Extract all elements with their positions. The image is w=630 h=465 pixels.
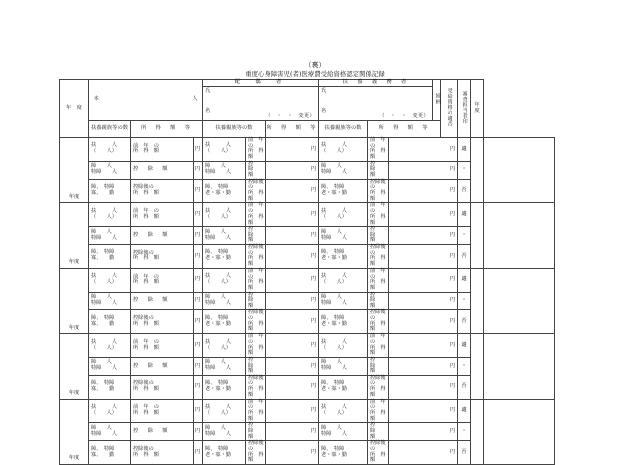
- honnin-zennen-label: 前 年 の 所 得 額: [131, 399, 194, 423]
- haigusha-koujo-label: 控 除 額: [246, 423, 266, 441]
- haigusha-mei-label: 名: [205, 108, 211, 114]
- gimusha-zennen-yen: 円: [389, 399, 458, 423]
- gimusha-fuyou-count-header: 扶養親族等の数: [319, 121, 368, 138]
- gimusha-change-date: （ ・ ・ 変更）: [379, 112, 430, 119]
- haigusha-fuyou-cell: 扶 人 （ 人）: [203, 268, 246, 292]
- gimusha-mei-label: 名: [321, 108, 327, 114]
- hi-mark: 否: [458, 244, 471, 268]
- haigusha-kafu-cell: 障、 特障 老・寡・勤: [203, 244, 246, 268]
- gimusha-shogai-cell: 障 人 特障 人: [319, 161, 368, 179]
- honnin-koujogo-yen: 円: [194, 375, 203, 399]
- haigusha-zennen-label: 前 年 の 所 得 額: [246, 399, 266, 423]
- gimusha-kafu-cell: 障、 特障 老・寡・勤: [319, 441, 368, 465]
- honnin-kafu-cell: 障、 特障 寡、 勤: [89, 375, 131, 399]
- teki-mark: 適: [458, 399, 471, 423]
- gimusha-koujo-yen: 円: [389, 423, 458, 441]
- gimusha-zennen-yen: 円: [389, 203, 458, 227]
- gimusha-kafu-cell: 障、 特障 老・寡・勤: [319, 310, 368, 334]
- haigusha-shogai-cell: 障 人 特障 人: [203, 292, 246, 310]
- haigusha-koujo-label: 控 除 額: [246, 161, 266, 179]
- dot-mark: ・: [458, 161, 471, 179]
- record-row-1: [60, 203, 555, 227]
- haigusha-koujo-yen: 円: [266, 161, 319, 179]
- haigusha-kafu-cell: 障、 特障 老・寡・勤: [203, 375, 246, 399]
- hi-mark: 否: [458, 310, 471, 334]
- haigusha-zennen-yen: 円: [266, 203, 319, 227]
- honnin-kafu-cell: 障、 特障 寡、 勤: [89, 441, 131, 465]
- honnin-shogai-cell: 障 人 特障 人: [89, 161, 131, 179]
- honnin-zennen-label: 前 年 の 所 得 額: [131, 334, 194, 358]
- gimusha-koujo-label: 控 除 額: [368, 161, 389, 179]
- gimusha-shogai-cell: 障 人 特障 人: [319, 227, 368, 245]
- honnin-fuyou-cell: 扶 人 （ 人）: [89, 399, 131, 423]
- haigusha-koujogo-label: 控除後の 所 得 額: [246, 244, 266, 268]
- gimusha-zennen-yen: 円: [389, 138, 458, 162]
- record-row-1: [60, 138, 555, 162]
- haigusha-zennen-yen: 円: [266, 268, 319, 292]
- record-nendo-4: 年度: [60, 334, 89, 399]
- honnin-shogai-cell: 障 人 特障 人: [89, 423, 131, 441]
- record-nendo-3: 年度: [60, 268, 89, 333]
- haigusha-kafu-cell: 障、 特障 老・寡・勤: [203, 441, 246, 465]
- honnin-koujo-yen: 円: [194, 358, 203, 376]
- teki-mark: 適: [458, 138, 471, 162]
- gimusha-koujo-label: 控 除 額: [368, 358, 389, 376]
- form-title: 重度心身障害児(者)医療費受給資格認定関係記録: [245, 71, 385, 78]
- haigusha-zennen-label: 前 年 の 所 得 額: [246, 334, 266, 358]
- gimusha-koujo-yen: 円: [389, 161, 458, 179]
- honnin-koujo-yen: 円: [194, 292, 203, 310]
- honnin-zennen-yen: 円: [194, 203, 203, 227]
- haigusha-koujogo-yen: 円: [266, 375, 319, 399]
- honnin-koujo-label: 控 除 額: [131, 161, 194, 179]
- haigusha-fuyou-cell: 扶 人 （ 人）: [203, 138, 246, 162]
- haigusha-koujogo-yen: 円: [266, 179, 319, 203]
- gimusha-koujogo-yen: 円: [389, 244, 458, 268]
- gimusha-koujo-label: 控 除 額: [368, 423, 389, 441]
- header-nendo-right: 年 度: [471, 80, 484, 138]
- record-nendo-5: 年度: [60, 399, 89, 464]
- haigusha-shogai-cell: 障 人 特障 人: [203, 161, 246, 179]
- gimusha-koujogo-label: 控除後の 所 得 額: [368, 244, 389, 268]
- gimusha-koujogo-label: 控除後の 所 得 額: [368, 179, 389, 203]
- dot-mark: ・: [458, 358, 471, 376]
- header-honnin: [89, 80, 203, 121]
- gimusha-zennen-label: 前 年 の 所 得 額: [368, 399, 389, 423]
- haigusha-koujo-label: 控 除 額: [246, 292, 266, 310]
- honnin-koujogo-label: 控除後の 所 得 額: [131, 179, 194, 203]
- honnin-fuyou-count-header: 扶養親族等の数: [89, 121, 131, 138]
- haigusha-koujogo-label: 控除後の 所 得 額: [246, 375, 266, 399]
- honnin-zennen-yen: 円: [194, 399, 203, 423]
- haigusha-shogai-cell: 障 人 特障 人: [203, 423, 246, 441]
- honnin-zennen-yen: 円: [194, 138, 203, 162]
- record-nendo-2: 年度: [60, 203, 89, 268]
- gimusha-fuyou-cell: 扶 人 （ 人）: [319, 334, 368, 358]
- gimusha-shi-label: 氏: [321, 88, 327, 94]
- haigusha-fuyou-count-header: 扶養親族等の数: [203, 121, 266, 138]
- haigusha-shogai-cell: 障 人 特障 人: [203, 227, 246, 245]
- gimusha-koujogo-label: 控除後の 所 得 額: [368, 375, 389, 399]
- honnin-zennen-yen: 円: [194, 268, 203, 292]
- haigusha-fuyou-cell: 扶 人 （ 人）: [203, 334, 246, 358]
- honnin-koujo-yen: 円: [194, 423, 203, 441]
- honnin-koujogo-label: 控除後の 所 得 額: [131, 244, 194, 268]
- honnin-shogai-cell: 障 人 特障 人: [89, 292, 131, 310]
- gimusha-koujogo-yen: 円: [389, 179, 458, 203]
- gimusha-koujogo-yen: 円: [389, 310, 458, 334]
- honnin-fuyou-cell: 扶 人 （ 人）: [89, 203, 131, 227]
- gimusha-koujogo-yen: 円: [389, 375, 458, 399]
- honnin-shogai-cell: 障 人 特障 人: [89, 358, 131, 376]
- honnin-zennen-label: 前 年 の 所 得 額: [131, 138, 194, 162]
- honnin-koujogo-yen: 円: [194, 244, 203, 268]
- gimusha-kafu-cell: 障、 特障 老・寡・勤: [319, 375, 368, 399]
- gimusha-fuyou-cell: 扶 人 （ 人）: [319, 203, 368, 227]
- header-nin: 人: [192, 96, 198, 103]
- header-haigusha: 配 偶 者: [203, 80, 319, 87]
- honnin-koujogo-yen: 円: [194, 441, 203, 465]
- dot-mark: ・: [458, 292, 471, 310]
- gimusha-kafu-cell: 障、 特障 老・寡・勤: [319, 244, 368, 268]
- teki-mark: 適: [458, 203, 471, 227]
- haigusha-koujogo-label: 控除後の 所 得 額: [246, 179, 266, 203]
- haigusha-zennen-label: 前 年 の 所 得 額: [246, 138, 266, 162]
- haigusha-zennen-label: 前 年 の 所 得 額: [246, 268, 266, 292]
- header-zokugara: 続柄: [433, 80, 441, 121]
- teki-mark: 適: [458, 268, 471, 292]
- haigusha-kafu-cell: 障、 特障 老・寡・勤: [203, 310, 246, 334]
- honnin-kafu-cell: 障、 特障 寡、 勤: [89, 179, 131, 203]
- haigusha-kafu-cell: 障、 特障 老・寡・勤: [203, 179, 246, 203]
- honnin-shotoku-header: 所 得 額 等: [131, 121, 203, 138]
- gimusha-zennen-yen: 円: [389, 268, 458, 292]
- hi-mark: 否: [458, 441, 471, 465]
- haigusha-koujo-yen: 円: [266, 358, 319, 376]
- haigusha-koujogo-yen: 円: [266, 441, 319, 465]
- haigusha-change-date: （ ・ ・ 変更）: [265, 112, 315, 119]
- header-fuyou-gimusha: 扶 養 義 務 者: [319, 80, 433, 87]
- header-shinsa-tantousha: 審査担当者印: [458, 80, 471, 138]
- haigusha-name-box: [203, 87, 319, 121]
- teki-mark: 適: [458, 334, 471, 358]
- haigusha-koujogo-yen: 円: [266, 310, 319, 334]
- honnin-koujogo-label: 控除後の 所 得 額: [131, 375, 194, 399]
- haigusha-shogai-cell: 障 人 特障 人: [203, 358, 246, 376]
- haigusha-koujogo-yen: 円: [266, 244, 319, 268]
- gimusha-fuyou-cell: 扶 人 （ 人）: [319, 138, 368, 162]
- gimusha-koujogo-yen: 円: [389, 441, 458, 465]
- header-hon: 本: [93, 96, 99, 103]
- gimusha-fuyou-cell: 扶 人 （ 人）: [319, 268, 368, 292]
- hi-mark: 否: [458, 179, 471, 203]
- haigusha-zennen-yen: 円: [266, 138, 319, 162]
- honnin-zennen-yen: 円: [194, 334, 203, 358]
- haigusha-koujogo-label: 控除後の 所 得 額: [246, 310, 266, 334]
- record-row-1: [60, 268, 555, 292]
- honnin-koujo-label: 控 除 額: [131, 227, 194, 245]
- haigusha-koujo-yen: 円: [266, 292, 319, 310]
- haigusha-koujo-label: 控 除 額: [246, 358, 266, 376]
- honnin-shogai-cell: 障 人 特障 人: [89, 227, 131, 245]
- honnin-koujo-yen: 円: [194, 161, 203, 179]
- haigusha-shi-label: 氏: [205, 88, 211, 94]
- haigusha-koujogo-label: 控除後の 所 得 額: [246, 441, 266, 465]
- haigusha-shotoku-header: 所 得 額 等: [266, 121, 319, 138]
- haigusha-zennen-yen: 円: [266, 334, 319, 358]
- reverse-side-label: （裏）: [304, 61, 326, 69]
- honnin-koujo-label: 控 除 額: [131, 423, 194, 441]
- haigusha-koujo-label: 控 除 額: [246, 227, 266, 245]
- gimusha-koujo-label: 控 除 額: [368, 292, 389, 310]
- honnin-koujo-yen: 円: [194, 227, 203, 245]
- haigusha-koujo-yen: 円: [266, 423, 319, 441]
- gimusha-zennen-label: 前 年 の 所 得 額: [368, 203, 389, 227]
- honnin-fuyou-cell: 扶 人 （ 人）: [89, 268, 131, 292]
- haigusha-fuyou-cell: 扶 人 （ 人）: [203, 203, 246, 227]
- honnin-koujo-label: 控 除 額: [131, 292, 194, 310]
- gimusha-zennen-yen: 円: [389, 334, 458, 358]
- gimusha-shogai-cell: 障 人 特障 人: [319, 423, 368, 441]
- gimusha-koujogo-label: 控除後の 所 得 額: [368, 310, 389, 334]
- gimusha-shogai-cell: 障 人 特障 人: [319, 358, 368, 376]
- dot-mark: ・: [458, 423, 471, 441]
- dot-mark: ・: [458, 227, 471, 245]
- honnin-kafu-cell: 障、 特障 寡、 勤: [89, 310, 131, 334]
- gimusha-zennen-label: 前 年 の 所 得 額: [368, 268, 389, 292]
- honnin-zennen-label: 前 年 の 所 得 額: [131, 268, 194, 292]
- header-jukyu-shikaku: 受給資格の適否: [441, 80, 458, 138]
- gimusha-zennen-label: 前 年 の 所 得 額: [368, 334, 389, 358]
- gimusha-shotoku-header: 所 得 額 等: [368, 121, 441, 138]
- honnin-koujogo-label: 控除後の 所 得 額: [131, 310, 194, 334]
- gimusha-shogai-cell: 障 人 特障 人: [319, 292, 368, 310]
- honnin-koujogo-yen: 円: [194, 179, 203, 203]
- gimusha-kafu-cell: 障、 特障 老・寡・勤: [319, 179, 368, 203]
- gimusha-zennen-label: 前 年 の 所 得 額: [368, 138, 389, 162]
- gimusha-koujo-yen: 円: [389, 358, 458, 376]
- haigusha-koujo-yen: 円: [266, 227, 319, 245]
- honnin-koujo-label: 控 除 額: [131, 358, 194, 376]
- honnin-fuyou-cell: 扶 人 （ 人）: [89, 138, 131, 162]
- record-nendo-1: 年度: [60, 138, 89, 203]
- record-row-1: [60, 399, 555, 423]
- haigusha-zennen-label: 前 年 の 所 得 額: [246, 203, 266, 227]
- gimusha-koujogo-label: 控除後の 所 得 額: [368, 441, 389, 465]
- haigusha-zennen-yen: 円: [266, 399, 319, 423]
- honnin-koujogo-label: 控除後の 所 得 額: [131, 441, 194, 465]
- gimusha-fuyou-cell: 扶 人 （ 人）: [319, 399, 368, 423]
- hi-mark: 否: [458, 375, 471, 399]
- header-nendo: 年 度: [60, 80, 89, 138]
- haigusha-fuyou-cell: 扶 人 （ 人）: [203, 399, 246, 423]
- gimusha-koujo-yen: 円: [389, 292, 458, 310]
- honnin-kafu-cell: 障、 特障 寡、 勤: [89, 244, 131, 268]
- honnin-fuyou-cell: 扶 人 （ 人）: [89, 334, 131, 358]
- honnin-zennen-label: 前 年 の 所 得 額: [131, 203, 194, 227]
- gimusha-koujo-label: 控 除 額: [368, 227, 389, 245]
- gimusha-name-box: [319, 87, 433, 121]
- record-row-1: [60, 334, 555, 358]
- honnin-koujogo-yen: 円: [194, 310, 203, 334]
- gimusha-koujo-yen: 円: [389, 227, 458, 245]
- record-table: [59, 79, 555, 465]
